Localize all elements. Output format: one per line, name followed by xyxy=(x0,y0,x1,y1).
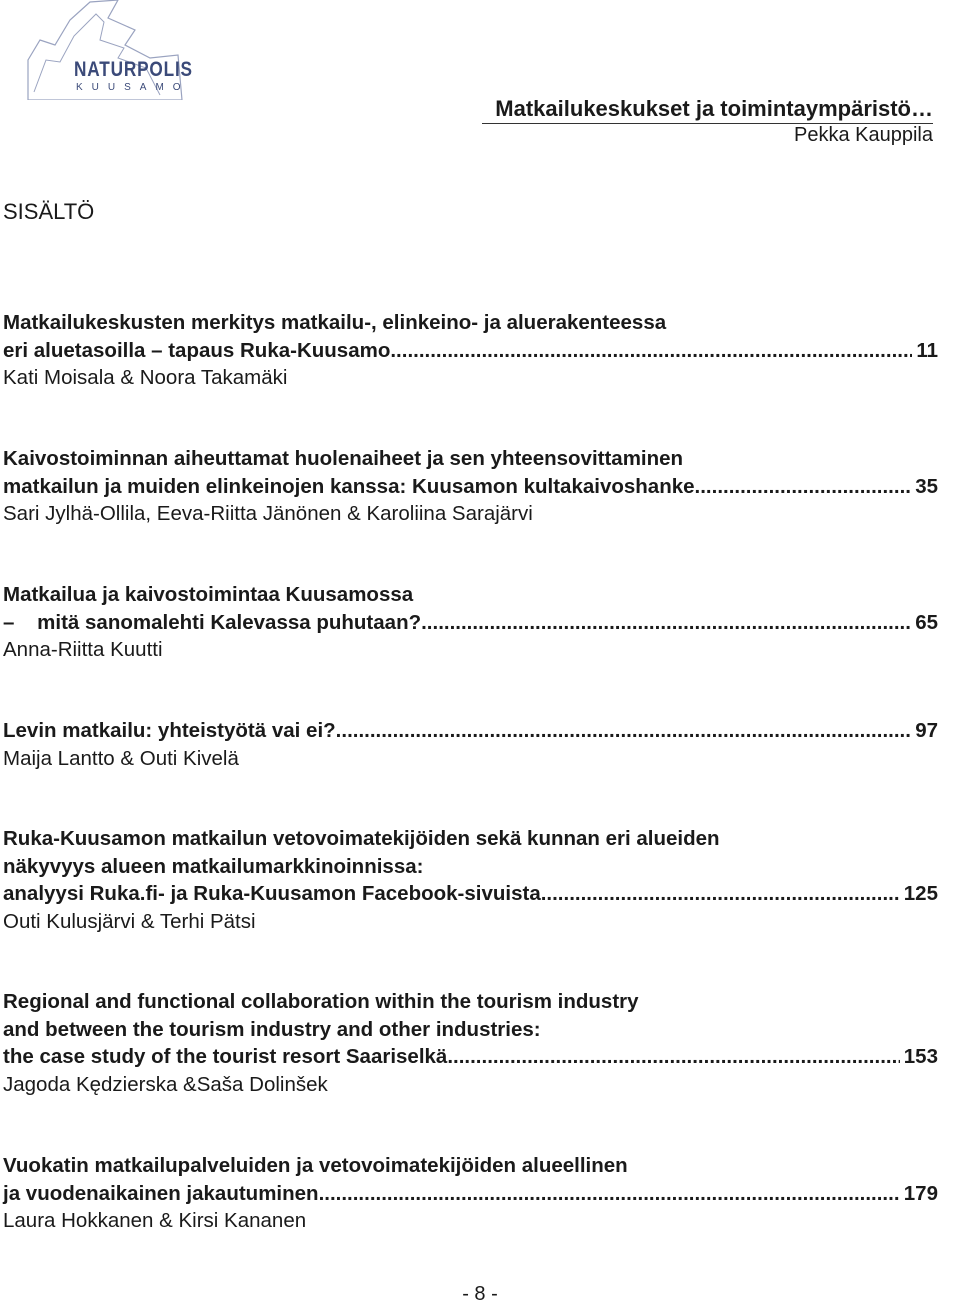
page-number: - 8 - xyxy=(462,1283,498,1305)
leader-dots xyxy=(695,473,912,501)
leader-dots xyxy=(336,717,912,745)
entry-last-line xyxy=(3,717,938,745)
running-header-author: Pekka Kauppila xyxy=(794,124,933,146)
toc-entry[interactable] xyxy=(3,445,938,528)
leader-dots xyxy=(421,609,911,637)
toc-entry[interactable] xyxy=(3,309,938,392)
logo-wordmark: NATURPOLIS xyxy=(74,58,193,81)
entry-last-line xyxy=(3,880,938,908)
entry-title-line: Matkailua ja kaivostoimintaa Kuusamossa xyxy=(3,583,414,606)
entry-title-line: and between the tourism industry and other industries: xyxy=(3,1017,541,1041)
leader-dots xyxy=(319,1180,900,1208)
entry-title-line: analyysi Ruka.fi- ja Ruka-Kuusamon Facebook-sivuista xyxy=(3,882,541,905)
entry-title-line: näkyvyys alueen matkailumarkkinoinnissa: xyxy=(3,854,424,878)
entry-page-number: 11 xyxy=(916,338,938,362)
entry-title-line: Vuokatin matkailupalveluiden ja vetovoimatekijöiden alueellinen xyxy=(3,1154,628,1177)
toc-entry[interactable] xyxy=(3,825,938,935)
running-header-title: Matkailukeskukset ja toimintaympäristö… xyxy=(495,96,933,121)
entry-page-number: 153 xyxy=(903,1045,938,1068)
toc-entry[interactable] xyxy=(3,581,938,664)
toc-heading: SISÄLTÖ xyxy=(3,199,95,224)
entry-author: Sari Jylhä-Ollila, Eeva-Riitta Jänönen & Karoliina Sarajärvi xyxy=(3,502,533,525)
entry-title-line: matkailun ja muiden elinkeinojen kanssa: Kuusamon kultakaivoshanke xyxy=(3,474,695,498)
leader-dots xyxy=(447,1043,899,1071)
toc-entry[interactable] xyxy=(3,1152,938,1235)
entry-title-line: Matkailukeskusten merkitys matkailu-, elinkeino- ja aluerakenteessa xyxy=(3,311,667,334)
entry-last-line xyxy=(3,473,938,501)
entry-author: Jagoda Kędzierska &Saša Dolinšek xyxy=(3,1072,328,1096)
entry-title-line: – mitä sanomalehti Kalevassa puhutaan? xyxy=(3,610,422,634)
entry-page-number: 97 xyxy=(915,719,938,742)
entry-last-line xyxy=(3,337,938,365)
entry-title-line: the case study of the tourist resort Saariselkä xyxy=(3,1045,448,1068)
entry-title-line: Levin matkailu: yhteistyötä vai ei? xyxy=(3,719,336,742)
entry-title-line: Ruka-Kuusamon matkailun vetovoimatekijöiden sekä kunnan eri alueiden xyxy=(3,827,720,850)
naturpolis-logo xyxy=(0,0,200,100)
toc-entry[interactable] xyxy=(3,717,938,772)
leader-dots xyxy=(390,337,912,365)
toc-entry[interactable] xyxy=(3,988,938,1098)
entry-page-number: 125 xyxy=(903,882,938,905)
entry-page-number: 35 xyxy=(915,474,938,498)
entry-title-line: Kaivostoiminnan aiheuttamat huolenaiheet ja sen yhteensovittaminen xyxy=(3,447,684,470)
entry-author: Laura Hokkanen & Kirsi Kananen xyxy=(3,1209,307,1232)
entry-author: Kati Moisala & Noora Takamäki xyxy=(3,366,288,389)
entry-title-line: Regional and functional collaboration within the tourism industry xyxy=(3,990,639,1013)
entry-title-line: eri aluetasoilla – tapaus Ruka-Kuusamo xyxy=(3,338,391,362)
entry-author: Outi Kulusjärvi & Terhi Pätsi xyxy=(3,909,256,933)
logo-subtitle: KUUSAMO xyxy=(76,82,190,93)
entry-page-number: 179 xyxy=(903,1181,938,1205)
entry-page-number: 65 xyxy=(915,610,938,634)
entry-last-line xyxy=(3,1043,938,1071)
entry-author: Maija Lantto & Outi Kivelä xyxy=(3,746,239,770)
entry-last-line xyxy=(3,1180,938,1208)
entry-author: Anna-Riitta Kuutti xyxy=(3,638,163,661)
entry-title-line: ja vuodenaikainen jakautuminen xyxy=(3,1181,319,1205)
entry-last-line xyxy=(3,609,938,637)
leader-dots xyxy=(541,880,900,908)
